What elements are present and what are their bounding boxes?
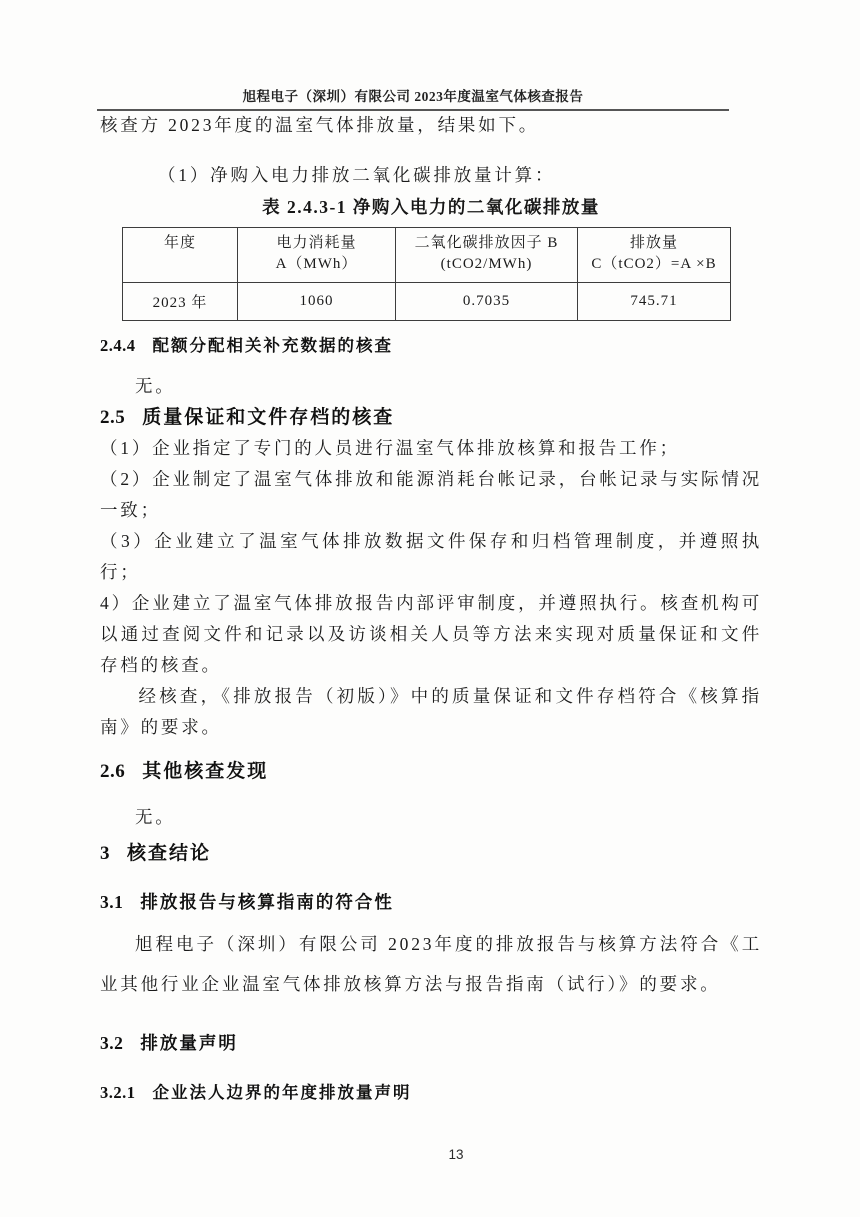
col-header-consumption-line1: 电力消耗量	[276, 235, 357, 251]
section-number: 2.6	[100, 761, 126, 782]
col-header-year	[123, 228, 238, 283]
section-title: 企业法人边界的年度排放量声明	[152, 1083, 412, 1102]
checklist-item-3: （3）企业建立了温室气体排放数据文件保存和归档管理制度，并遵照执行；	[100, 531, 762, 582]
section-heading-3-2	[100, 1032, 762, 1055]
col-header-emission-line1: 排放量	[629, 235, 678, 251]
section-heading-2-4-4	[100, 334, 762, 357]
table-caption: 表 2.4.3-1 净购入电力的二氧化碳排放量	[262, 197, 600, 217]
section-2-6-body: 无。	[135, 807, 176, 827]
cell-consumption: 1060	[238, 283, 396, 321]
col-header-year-line1: 年度	[163, 235, 196, 251]
checklist-item-4: 4）企业建立了温室气体排放报告内部评审制度，并遵照执行。核查机构可以通过查阅文件和记录以及访谈相关人员等方法来实现对质量保证和文件存档的核查。	[100, 593, 762, 675]
col-header-consumption-line2: A（MWh）	[275, 256, 358, 272]
section-2-5-items	[100, 433, 762, 743]
col-header-factor-line1: 二氧化碳排放因子 B	[414, 235, 559, 251]
section-heading-2-5	[100, 405, 762, 431]
section-title: 核查结论	[127, 843, 212, 864]
section-heading-3-2-1	[100, 1081, 762, 1104]
col-header-emission-line2: C（tCO2）=A ×B	[591, 256, 717, 272]
checklist-item-1: （1）企业指定了专门的人员进行温室气体排放核算和报告工作；	[100, 438, 680, 458]
table-row	[123, 283, 731, 321]
col-header-factor-line2: (tCO2/MWh)	[440, 256, 533, 272]
section-2-4-4-body: 无。	[135, 376, 176, 396]
cell-year: 2023 年	[123, 283, 238, 321]
page-number: 13	[448, 1147, 464, 1162]
section-number: 2.4.4	[100, 336, 136, 355]
section-number: 3.2.1	[100, 1083, 136, 1102]
section-title: 配额分配相关补充数据的核查	[152, 336, 393, 355]
section-heading-3	[100, 841, 762, 867]
cell-factor: 0.7035	[396, 283, 578, 321]
section-3-1-body: 旭程电子（深圳）有限公司 2023年度的排放报告与核算方法符合《工业其他行业企业温室气体排放核算方法与报告指南（试行）》的要求。	[100, 934, 762, 994]
col-header-consumption	[238, 228, 396, 283]
running-header-title: 旭程电子（深圳）有限公司 2023年度温室气体核查报告	[97, 88, 729, 111]
section-title: 质量保证和文件存档的核查	[142, 407, 395, 428]
calc-item-line: （1）净购入电力排放二氧化碳排放量计算：	[158, 165, 556, 185]
section-heading-2-6	[100, 759, 762, 785]
section-title: 排放量声明	[140, 1033, 238, 1053]
intro-continuation-paragraph: 核查方 2023年度的温室气体排放量，结果如下。	[100, 115, 540, 135]
electricity-emission-table	[122, 227, 731, 321]
section-number: 3	[100, 843, 110, 864]
section-2-5-conclusion: 经核查，《排放报告（初版）》中的质量保证和文件存档符合《核算指南》的要求。	[100, 686, 762, 737]
col-header-factor	[396, 228, 578, 283]
checklist-item-2: （2）企业制定了温室气体排放和能源消耗台帐记录，台帐记录与实际情况一致；	[100, 469, 762, 520]
cell-emission: 745.71	[578, 283, 731, 321]
section-title: 其他核查发现	[142, 761, 269, 782]
col-header-emission	[578, 228, 731, 283]
section-number: 3.1	[100, 892, 124, 912]
section-heading-3-1	[100, 891, 762, 914]
section-number: 2.5	[100, 407, 126, 428]
page-footer	[0, 1146, 860, 1164]
section-number: 3.2	[100, 1033, 124, 1053]
page-content	[100, 88, 762, 1104]
table-header-row	[123, 228, 731, 283]
section-title: 排放报告与核算指南的符合性	[140, 892, 394, 912]
